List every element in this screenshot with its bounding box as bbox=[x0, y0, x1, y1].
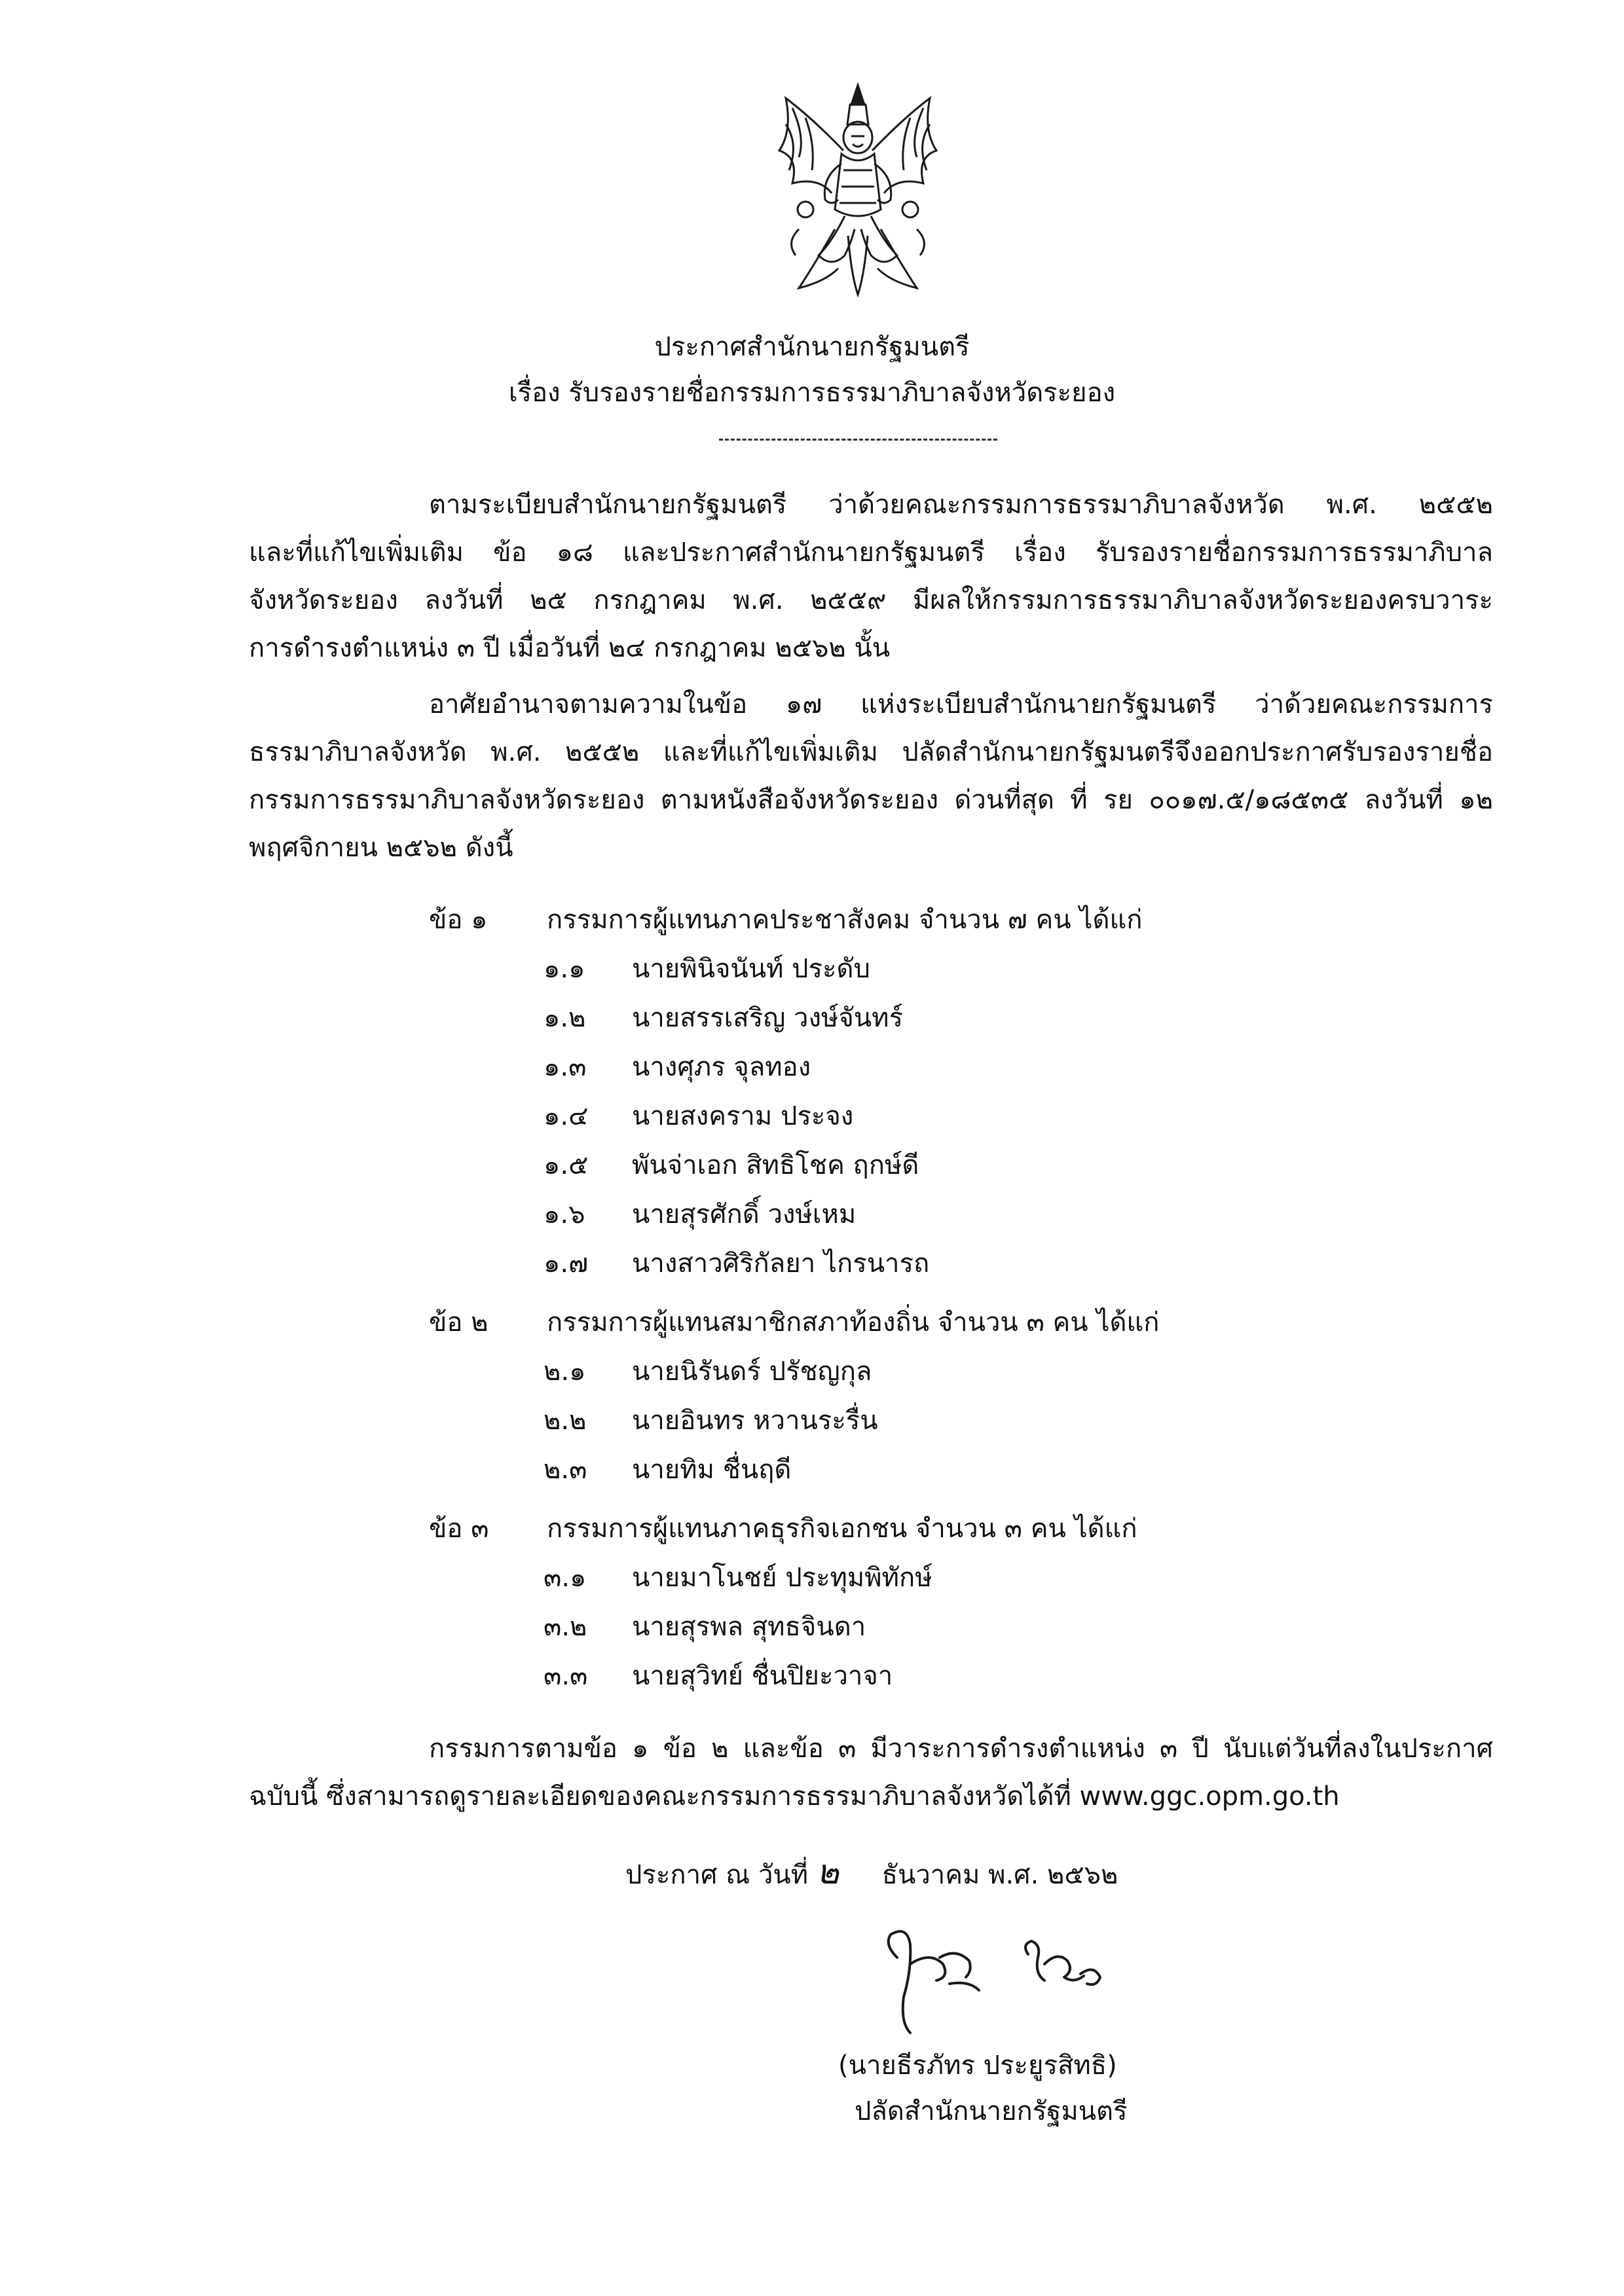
member-number: ๑.๓ bbox=[544, 1052, 587, 1082]
member-number: ๓.๒ bbox=[544, 1612, 587, 1642]
paragraph-line: ฉบับนี้ ซึ่งสามารถดูรายละเอียดของคณะกรรมการธรรมาภิบาลจังหวัดได้ที่ www.ggc.opm.go.th bbox=[249, 1781, 1340, 1812]
member-number: ๑.๑ bbox=[544, 954, 585, 984]
paragraph-term bbox=[249, 1725, 1493, 1821]
signer-name: (นายธีรภัทร ประยูรสิทธิ) bbox=[838, 2050, 1117, 2081]
signer-position: ปลัดสำนักนายกรัฐมนตรี bbox=[855, 2096, 1128, 2126]
member-name: นายพินิจนันท์ ประดับ bbox=[632, 954, 870, 984]
signature-icon bbox=[871, 1918, 1146, 2043]
member-name: นายสงคราม ประจง bbox=[632, 1101, 854, 1131]
announcement-title: ประกาศสำนักนายกรัฐมนตรี bbox=[654, 332, 970, 362]
member-name: นายสุวิทย์ ชื่นปิยะวาจา bbox=[632, 1661, 893, 1691]
member-number: ๓.๑ bbox=[544, 1563, 587, 1593]
item-label: ข้อ ๒ bbox=[429, 1307, 489, 1338]
member-name: นางสาวศิริกัลยา ไกรนารถ bbox=[632, 1248, 930, 1279]
member-number: ๑.๔ bbox=[544, 1101, 589, 1131]
paragraph-intro bbox=[249, 481, 1493, 672]
member-name: นายทิม ชื่นฤดี bbox=[632, 1455, 792, 1485]
member-name: พันจ่าเอก สิทธิโชค ฤกษ์ดี bbox=[632, 1150, 919, 1180]
date-prefix: ประกาศ ณ วันที่ bbox=[625, 1860, 809, 1890]
paragraph-line: การดำรงตำแหน่ง ๓ ปี เมื่อวันที่ ๒๔ กรกฎาคม ๒๕๖๒ นั้น bbox=[249, 633, 891, 663]
announcement-date bbox=[625, 1853, 1118, 1895]
item-label: ข้อ ๑ bbox=[429, 905, 488, 935]
member-number: ๑.๕ bbox=[544, 1150, 589, 1180]
paragraph-line: จังหวัดระยอง ลงวันที่ ๒๕ กรกฎาคม พ.ศ. ๒๕๕๙ มีผลให้กรรมการธรรมาภิบาลจังหวัดระยองครบวาระ bbox=[249, 585, 1493, 615]
member-name: นางศุภร จุลทอง bbox=[632, 1052, 811, 1082]
paragraph-line: กรรมการตามข้อ ๑ ข้อ ๒ และข้อ ๓ มีวาระการดำรงตำแหน่ง ๓ ปี นับแต่วันที่ลงในประกาศ bbox=[429, 1734, 1493, 1764]
member-number: ๒.๓ bbox=[544, 1455, 587, 1485]
member-number: ๑.๗ bbox=[544, 1248, 589, 1279]
paragraph-line: พฤศจิกายน ๒๕๖๒ ดังนี้ bbox=[249, 833, 513, 863]
title-divider bbox=[719, 439, 997, 441]
member-name: นายนิรันดร์ ปรัชญกุล bbox=[632, 1357, 872, 1387]
member-name: นายสุรพล สุทธจินดา bbox=[632, 1612, 866, 1642]
item-title: กรรมการผู้แทนภาคธุรกิจเอกชน จำนวน ๓ คน ได้แก่ bbox=[547, 1514, 1137, 1544]
member-name: นายมาโนชย์ ประทุมพิทักษ์ bbox=[632, 1563, 932, 1593]
paragraph-line: อาศัยอำนาจตามความในข้อ ๑๗ แห่งระเบียบสำนักนายกรัฐมนตรี ว่าด้วยคณะกรรมการ bbox=[429, 689, 1493, 720]
date-suffix: ธันวาคม พ.ศ. ๒๕๖๒ bbox=[881, 1860, 1118, 1890]
member-number: ๑.๖ bbox=[544, 1199, 585, 1230]
member-name: นายสรรเสริญ วงษ์จันทร์ bbox=[632, 1003, 903, 1033]
member-number: ๒.๒ bbox=[544, 1406, 587, 1436]
member-number: ๒.๑ bbox=[544, 1357, 586, 1387]
paragraph-line: กรรมการธรรมาภิบาลจังหวัดระยอง ตามหนังสือจังหวัดระยอง ด่วนที่สุด ที่ รย ๐๐๑๗.๕/๑๘๕๓๕ ลงวันที่ ๑๒ bbox=[249, 785, 1493, 815]
announcement-subject: เรื่อง รับรองรายชื่อกรรมการธรรมาภิบาลจังหวัดระยอง bbox=[508, 378, 1116, 408]
paragraph-line: ธรรมาภิบาลจังหวัด พ.ศ. ๒๕๕๒ และที่แก้ไขเพิ่มเติม ปลัดสำนักนายกรัฐมนตรีจึงออกประกาศรับรองรายชื่อ bbox=[249, 737, 1493, 767]
paragraph-authority bbox=[249, 681, 1493, 872]
paragraph-line: และที่แก้ไขเพิ่มเติม ข้อ ๑๘ และประกาศสำนักนายกรัฐมนตรี เรื่อง รับรองรายชื่อกรรมการธรรมาภิบาล bbox=[249, 538, 1493, 568]
garuda-emblem-icon bbox=[760, 79, 956, 308]
item-title: กรรมการผู้แทนสมาชิกสภาท้องถิ่น จำนวน ๓ คน ได้แก่ bbox=[547, 1307, 1160, 1338]
member-number: ๑.๒ bbox=[544, 1003, 586, 1033]
paragraph-line: ตามระเบียบสำนักนายกรัฐมนตรี ว่าด้วยคณะกรรมการธรรมาภิบาลจังหวัด พ.ศ. ๒๕๕๒ bbox=[429, 490, 1493, 520]
member-name: นายอินทร หวานระรื่น bbox=[632, 1406, 878, 1436]
item-label: ข้อ ๓ bbox=[429, 1514, 489, 1544]
member-number: ๓.๓ bbox=[544, 1661, 588, 1691]
member-name: นายสุรศักดิ์ วงษ์เหม bbox=[632, 1199, 857, 1230]
item-title: กรรมการผู้แทนภาคประชาสังคม จำนวน ๗ คน ได้แก่ bbox=[547, 905, 1143, 935]
date-day: ๒ bbox=[816, 1853, 840, 1892]
